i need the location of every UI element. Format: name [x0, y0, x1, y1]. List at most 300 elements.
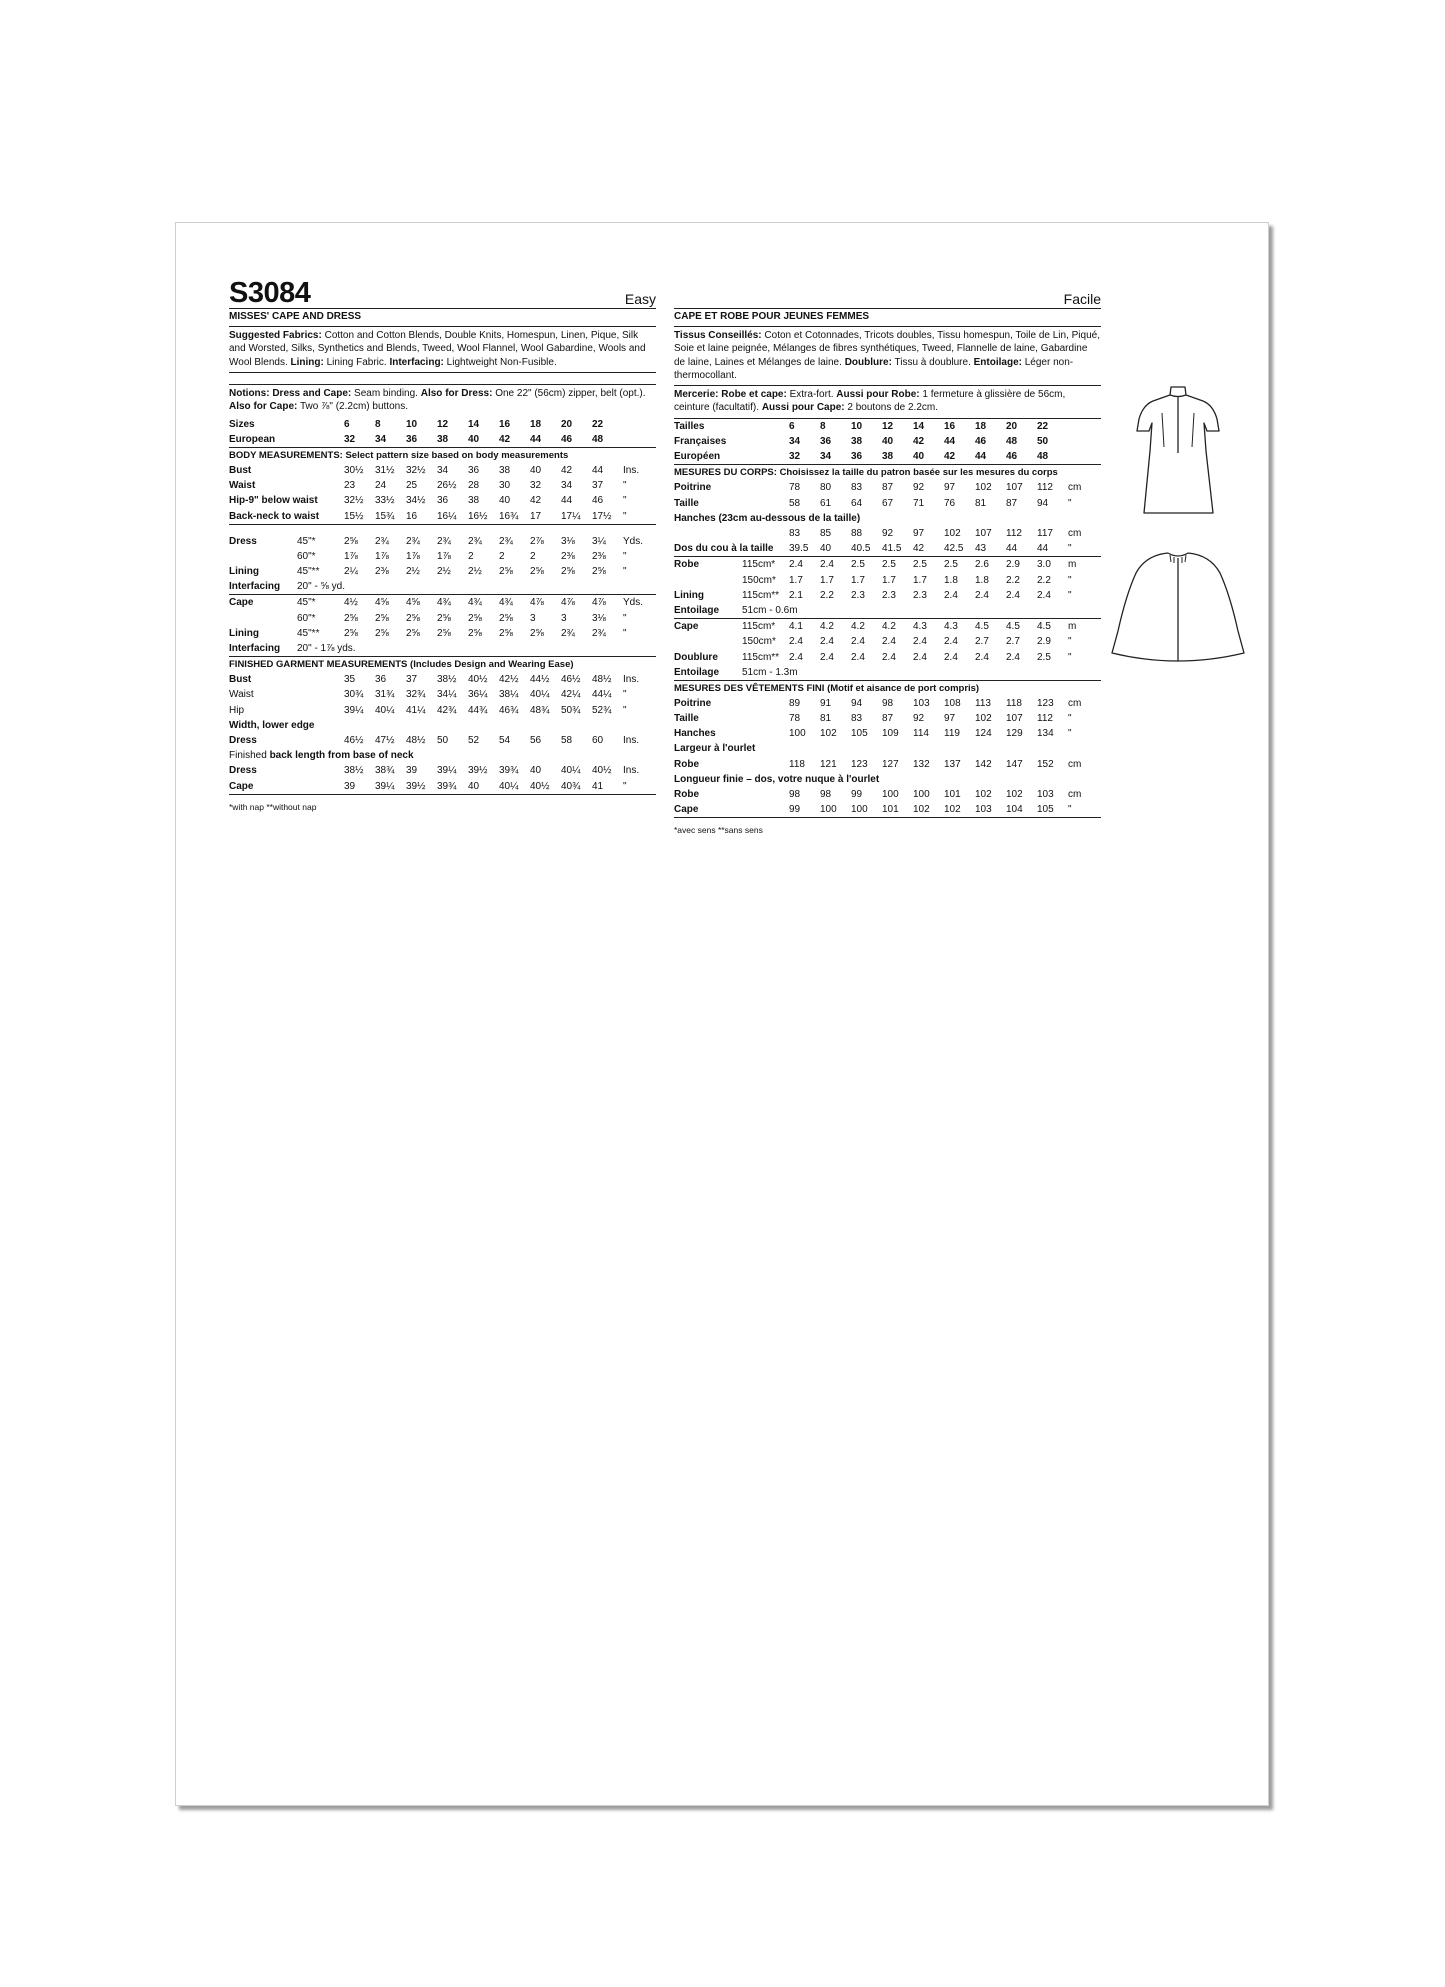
table-cell: 42.5 [944, 541, 975, 557]
lining-text-fr: Tissu à doublure. [891, 356, 974, 368]
table-cell: 98 [820, 789, 832, 800]
table-cell: 34½ [406, 495, 426, 507]
table-cell [1006, 665, 1037, 681]
table-cell: " [623, 566, 627, 578]
table-cell: 51cm - 0.6m [742, 603, 789, 619]
table-cell: 36 [437, 495, 449, 507]
table-cell: 1⅞ [344, 550, 358, 562]
table-cell: 34¼ [437, 689, 457, 701]
table-row [229, 641, 656, 657]
table-cell: 44 [1037, 541, 1068, 557]
table-cell: 40¼ [375, 704, 395, 716]
table-cell: 2.4 [882, 636, 896, 648]
table-cell: 6 [789, 420, 795, 432]
table-cell: 88 [851, 528, 863, 539]
table-cell: 2⅝ [592, 566, 606, 578]
table-cell: 115cm* [742, 559, 776, 571]
table-row [229, 657, 656, 673]
table-cell [623, 641, 656, 657]
table-cell: 39¾ [499, 765, 519, 777]
also-cape-label-fr: Aussi pour Cape: [761, 402, 845, 414]
table-cell: 41.5 [882, 541, 913, 557]
table-cell [742, 418, 789, 434]
table-cell: 2.3 [882, 589, 896, 601]
table-cell: 4.2 [882, 621, 896, 633]
table-cell: " [1068, 574, 1072, 586]
table-cell: 83 [851, 482, 863, 494]
table-row [229, 478, 656, 493]
table-cell: 4.1 [789, 621, 803, 633]
table-cell: 44 [530, 432, 561, 448]
table-cell: 4¾ [499, 597, 513, 609]
table-row [674, 649, 1101, 664]
table-cell: 101 [944, 789, 961, 800]
table-cell: Bust [229, 674, 252, 686]
table-cell: 91 [820, 697, 832, 709]
table-cell: 14 [468, 418, 480, 430]
table-cell: 44 [944, 436, 956, 448]
table-cell: 38 [499, 464, 511, 476]
table-cell: 2.5 [882, 559, 896, 571]
table-cell: 45"* [297, 597, 316, 609]
table-cell: 4¾ [437, 597, 451, 609]
table-cell: 1.7 [913, 574, 927, 586]
table-cell: 2½ [406, 566, 420, 578]
table-cell: 39¼ [375, 778, 406, 794]
table-cell: 117 [1037, 528, 1053, 539]
table-cell: 2.4 [944, 651, 958, 663]
table-cell: Cape [674, 621, 699, 633]
table-cell [297, 463, 344, 478]
interfacing-text: Lightweight Non-Fusible. [443, 356, 557, 368]
table-cell: Lining [229, 627, 259, 639]
table-cell [229, 549, 297, 564]
table-row [674, 696, 1101, 711]
table-cell: 2¾ [406, 535, 420, 547]
table-cell: 42¼ [561, 689, 581, 701]
table-cell: 46¾ [499, 704, 519, 716]
table-cell: 3.0 [1037, 559, 1051, 571]
table-cell: 38½ [437, 674, 457, 686]
table-cell: 107 [1006, 482, 1023, 494]
table-row [674, 634, 1101, 649]
table-cell: 2⅞ [530, 535, 544, 547]
table-row [674, 588, 1101, 603]
table-cell: 12 [437, 418, 449, 430]
table-cell [468, 579, 499, 595]
table-cell: Ins. [623, 734, 640, 746]
table-cell: 105 [851, 728, 868, 740]
also-cape-text-fr: 2 boutons de 2.2cm. [844, 402, 939, 414]
table-cell [1068, 418, 1101, 434]
table-row [674, 802, 1101, 818]
table-cell: 129 [1006, 728, 1023, 740]
table-cell: 2⅝ [344, 612, 358, 624]
french-column [674, 278, 1101, 836]
table-cell: Doublure [674, 651, 718, 663]
table-cell: 100 [820, 802, 851, 818]
table-cell [742, 696, 789, 711]
table-cell: 2.4 [1006, 651, 1020, 663]
table-cell [1068, 665, 1101, 681]
table-cell: 94 [851, 697, 863, 709]
table-cell: 1.8 [944, 574, 958, 586]
table-cell: 2.6 [975, 559, 989, 571]
table-cell: 2.5 [851, 559, 865, 571]
table-cell [561, 579, 592, 595]
table-cell [944, 603, 975, 619]
table-cell: Ins. [623, 765, 640, 777]
table-cell: 2.4 [820, 651, 834, 663]
table-cell: 64 [851, 497, 863, 509]
table-cell: 114 [913, 728, 929, 740]
table-cell: 46 [975, 436, 987, 448]
table-cell: 2⅝ [468, 612, 482, 624]
table-cell: 2⅝ [406, 612, 420, 624]
table-cell: 4.5 [1006, 621, 1020, 633]
table-cell: 102 [975, 482, 992, 494]
table-cell: Robe [674, 758, 699, 770]
also-cape-text: Two ⅞" (2.2cm) buttons. [297, 401, 408, 413]
table-cell: 60"* [297, 550, 316, 562]
table-cell [229, 524, 656, 534]
table-cell: 48¾ [530, 704, 550, 716]
table-cell: 147 [1006, 758, 1023, 770]
table-cell: 104 [1006, 802, 1037, 818]
table-cell: 32 [789, 449, 820, 465]
table-cell: 2¼ [344, 566, 358, 578]
table-cell: 118 [1006, 697, 1022, 709]
table-cell: Entoilage [674, 665, 742, 681]
table-cell [530, 579, 561, 595]
table-cell: Européen [674, 449, 742, 465]
table-cell: Taille [674, 713, 699, 725]
table-cell: 2.4 [820, 636, 834, 648]
table-cell: 150cm* [742, 636, 776, 648]
table-cell: Robe [674, 559, 699, 571]
dress-collar [1170, 387, 1186, 395]
table-cell [851, 665, 882, 681]
table-cell: 105 [1037, 802, 1068, 818]
table-cell: 36 [820, 436, 832, 448]
notions-label-fr: Mercerie: Robe et cape: [674, 389, 787, 401]
table-cell: 40½ [592, 765, 612, 777]
table-cell: 4⅝ [406, 597, 420, 609]
table-cell [1068, 434, 1101, 449]
table-cell [437, 641, 468, 657]
table-cell: 42 [499, 432, 530, 448]
table-cell [297, 763, 344, 778]
table-cell: 109 [882, 728, 899, 740]
table-cell: 40 [468, 778, 499, 794]
table-cell: 2.5 [913, 559, 927, 571]
table-cell [882, 603, 913, 619]
table-cell: 48 [1006, 436, 1018, 448]
table-cell: 142 [975, 758, 992, 770]
table-cell: 50 [437, 734, 449, 746]
table-cell: 40¼ [561, 765, 581, 777]
table-row [229, 763, 656, 778]
table-cell: 97 [944, 482, 956, 494]
table-cell: 18 [530, 418, 542, 430]
table-cell: 80 [820, 482, 832, 494]
nap-footnote: *with nap **without nap [229, 801, 317, 812]
table-cell: 2.4 [789, 559, 803, 571]
header-fr [674, 278, 1101, 309]
table-cell: 97 [944, 713, 956, 725]
table-cell: 18 [975, 420, 987, 432]
table-cell: Cape [229, 597, 254, 609]
table-cell: Yds. [623, 535, 644, 547]
table-cell: Poitrine [674, 482, 712, 494]
table-cell [406, 641, 437, 657]
table-cell: 34 [437, 464, 449, 476]
table-cell: 2⅜ [592, 550, 606, 562]
table-cell: Lining [674, 589, 704, 601]
table-cell [375, 641, 406, 657]
table-cell [851, 603, 882, 619]
table-cell: 3⅛ [561, 535, 575, 547]
table-cell: Cape [674, 802, 742, 818]
table-cell: 107 [975, 528, 992, 539]
table-cell: 48½ [406, 734, 426, 746]
table-row [229, 778, 656, 794]
table-row [229, 687, 656, 702]
table-cell: 4⅞ [592, 597, 606, 609]
lining-text: Lining Fabric. [323, 356, 390, 368]
table-cell: " [623, 480, 627, 492]
table-cell: Dos du cou à la taille [674, 541, 742, 557]
table-cell [742, 726, 789, 741]
table-cell: 46½ [344, 734, 364, 746]
also-dress-label-fr: Aussi pour Robe: [836, 389, 920, 401]
table-row [229, 564, 656, 579]
table-cell: 2 [530, 550, 536, 562]
notions-text: Seam binding. [351, 387, 421, 399]
table-cell: 4.3 [944, 621, 958, 633]
table-cell: 30¾ [344, 689, 364, 701]
table-cell: 2.9 [1006, 559, 1020, 571]
notions-text-fr: Extra-fort. [786, 389, 837, 401]
table-cell: 44½ [530, 674, 550, 686]
table-cell: " [1068, 497, 1072, 509]
table-row [229, 733, 656, 748]
table-cell: 50 [1037, 436, 1049, 448]
table-cell: 123 [851, 758, 868, 770]
table-cell: 2.4 [1037, 589, 1051, 601]
table-cell: 2⅜ [375, 566, 389, 578]
table-cell [297, 478, 344, 493]
table-cell: 1.7 [851, 574, 865, 586]
table-cell: 2.4 [975, 651, 989, 663]
table-cell: 15¾ [375, 508, 406, 524]
table-cell: 2.4 [1006, 589, 1020, 601]
also-dress-text: One 22" (56cm) zipper, belt (opt.). [492, 387, 646, 399]
table-cell [623, 579, 656, 595]
table-cell: 48 [1037, 449, 1068, 465]
table-cell: 102 [944, 528, 961, 539]
table-row [674, 557, 1101, 573]
table-cell: Hip [229, 704, 245, 716]
table-cell: Ins. [623, 674, 640, 686]
table-cell: 44 [975, 449, 1006, 465]
table-cell: 58 [561, 734, 573, 746]
table-cell: 40 [913, 449, 944, 465]
table-cell: 40¾ [561, 778, 592, 794]
table-cell: 99 [789, 802, 820, 818]
table-cell: 39 [406, 765, 418, 777]
table-cell: Waist [229, 480, 256, 492]
difficulty-level-fr: Facile [1063, 291, 1101, 307]
table-cell: 30 [499, 480, 511, 492]
fabrics-label: Suggested Fabrics: [229, 330, 322, 341]
table-cell [468, 641, 499, 657]
table-cell: 52¾ [592, 704, 612, 716]
table-cell: 1.7 [882, 574, 896, 586]
table-cell: 16¾ [499, 508, 530, 524]
table-cell: 43 [975, 541, 1006, 557]
table-cell [1068, 449, 1101, 465]
table-cell [344, 579, 375, 595]
table-cell: 32 [530, 480, 542, 492]
table-cell: 41¼ [406, 704, 426, 716]
table-cell: 38¾ [375, 765, 395, 777]
table-cell: " [623, 778, 656, 794]
table-cell [820, 603, 851, 619]
table-cell: 40¼ [499, 778, 530, 794]
table-row [674, 418, 1101, 434]
fabrics-paragraph-fr [674, 327, 1101, 386]
table-cell: 94 [1037, 497, 1049, 509]
table-cell: 47½ [375, 734, 395, 746]
table-cell: 2.3 [851, 589, 865, 601]
table-row [674, 603, 1101, 619]
table-cell: 2⅝ [437, 627, 451, 639]
table-cell [499, 641, 530, 657]
table-cell: " [1068, 589, 1072, 601]
table-cell: 92 [913, 713, 925, 725]
also-dress-label: Also for Dress: [420, 387, 493, 399]
table-cell: 87 [882, 482, 894, 494]
table-row [674, 572, 1101, 587]
cape-back-sketch [1108, 545, 1248, 665]
table-cell: 71 [913, 497, 925, 509]
table-cell [742, 526, 789, 541]
table-cell [882, 665, 913, 681]
size-chart-table [229, 416, 656, 794]
table-cell: 37 [406, 674, 418, 686]
table-cell [499, 579, 530, 595]
table-cell: 2⅝ [375, 612, 389, 624]
table-cell: 20" - 1⅞ yds. [297, 641, 344, 657]
table-cell: 36 [468, 464, 480, 476]
table-cell: 8 [375, 418, 381, 430]
table-cell: 26½ [437, 480, 457, 492]
table-cell [913, 665, 944, 681]
notions-paragraph-fr [674, 386, 1101, 418]
table-cell: 2¾ [437, 535, 451, 547]
table-cell: cm [1068, 528, 1082, 539]
table-cell: cm [1068, 789, 1082, 800]
table-cell: 2 [499, 550, 505, 562]
table-cell: 33½ [375, 495, 395, 507]
table-cell [742, 496, 789, 511]
table-cell: 2⅜ [561, 550, 575, 562]
table-cell: cm [1068, 482, 1082, 494]
table-cell: 50¾ [561, 704, 581, 716]
table-cell: 20 [561, 418, 573, 430]
table-cell: 45"** [297, 566, 320, 578]
table-cell: 134 [1037, 728, 1054, 740]
table-cell: 132 [913, 758, 930, 770]
table-cell: 16¼ [437, 508, 468, 524]
table-cell: 108 [944, 697, 961, 709]
table-cell: " [623, 495, 627, 507]
table-cell: 46½ [561, 674, 581, 686]
table-cell: 3¼ [592, 535, 606, 547]
table-cell: 81 [975, 497, 987, 509]
table-cell: Hanches (23cm au-dessous de la taille) [674, 512, 861, 524]
table-cell: 2⅝ [406, 627, 420, 639]
table-cell: 103 [975, 802, 1006, 818]
fabrics-paragraph [229, 327, 656, 373]
table-cell [1006, 603, 1037, 619]
table-cell: 38 [437, 432, 468, 448]
table-cell: 39¼ [437, 765, 457, 777]
table-cell: 38½ [344, 765, 364, 777]
table-cell: 4½ [344, 597, 358, 609]
table-row [674, 526, 1101, 541]
table-cell: MESURES DES VÊTEMENTS FINI (Motif et aisance de port compris) [674, 680, 1101, 696]
table-cell: 20 [1006, 420, 1018, 432]
table-cell: 17¼ [561, 508, 592, 524]
table-cell: 15½ [344, 508, 375, 524]
table-cell: 99 [851, 789, 863, 800]
table-cell: 44¾ [468, 704, 488, 716]
interfacing-text-fr: Léger non-thermocollant. [674, 356, 1074, 381]
table-cell: 38 [882, 449, 913, 465]
table-row [229, 672, 656, 687]
table-cell: 12 [882, 420, 894, 432]
table-cell: Waist [229, 689, 254, 701]
table-row [229, 626, 656, 641]
table-cell: 39.5 [789, 541, 820, 557]
table-cell: Bust [229, 464, 252, 476]
table-cell: 107 [1006, 713, 1023, 725]
table-cell: 22 [1037, 420, 1049, 432]
table-row [674, 449, 1101, 465]
table-cell [623, 416, 656, 431]
table-cell: 4.3 [913, 621, 927, 633]
table-cell [297, 672, 344, 687]
table-cell: 4.2 [851, 621, 865, 633]
table-cell: 46 [561, 432, 592, 448]
table-cell: 34 [820, 449, 851, 465]
table-cell: 2.9 [1037, 636, 1051, 648]
table-cell: 102 [975, 789, 992, 800]
table-cell: 115cm** [742, 589, 780, 601]
cape-neckline [1168, 553, 1188, 556]
table-cell [674, 634, 742, 649]
table-row [229, 702, 656, 717]
table-cell: 2½ [437, 566, 451, 578]
table-cell: 67 [882, 497, 894, 509]
table-cell [592, 579, 623, 595]
table-cell [437, 579, 468, 595]
table-cell: Poitrine [674, 697, 712, 709]
fabrics-text: Cotton and Cotton Blends, Double Knits, Homespun, Linen, Pique, Silk and Worsted, Silks, Synthetics and Blends, Tweed, Wool Flannel, Wool Gabardine, Wools and Wool Blends. [229, 330, 646, 368]
table-cell: 6 [344, 418, 350, 430]
